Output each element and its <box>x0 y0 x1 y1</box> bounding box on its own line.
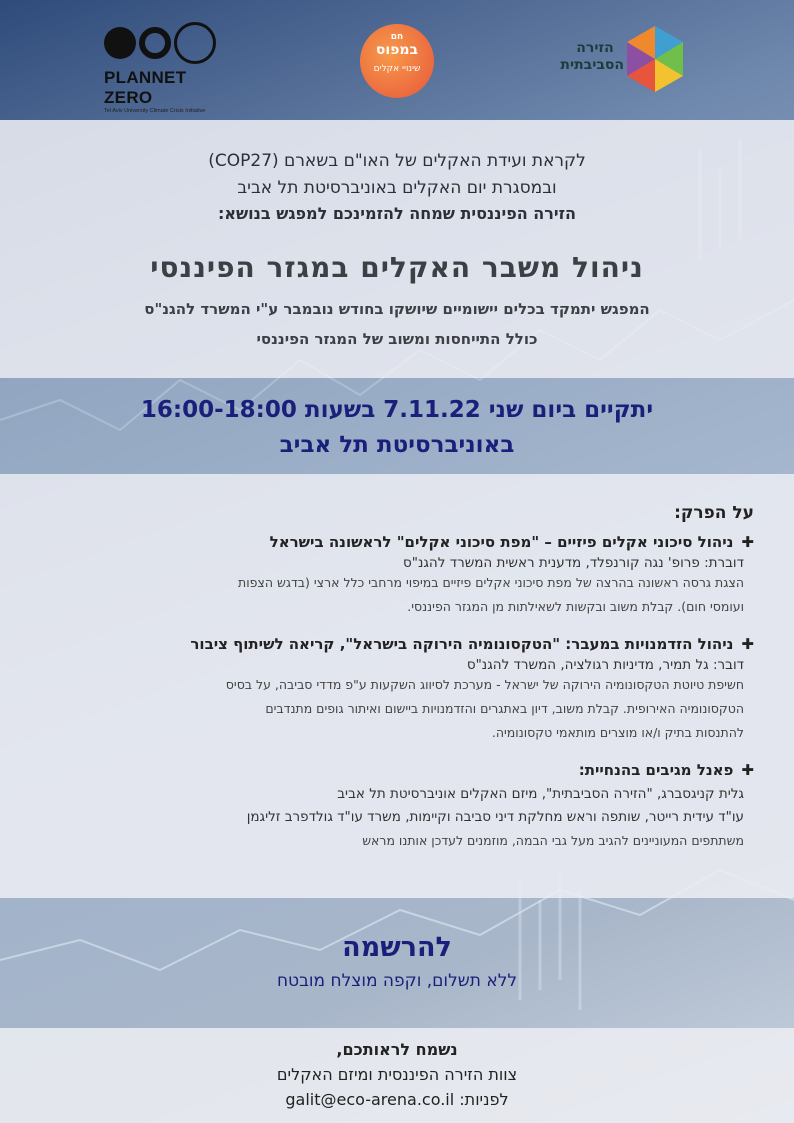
concentric-rings-icon <box>174 22 216 64</box>
subtitle-line1: המפגש יתמקד בכלים יישומיים שיושקו בחודש נובמבר ע"י המשרד להגנ"ס <box>144 300 650 318</box>
plus-icon: ✚ <box>741 761 754 779</box>
agenda-title: על הפרק: <box>674 503 754 523</box>
intro-line1: לקראת ועידת האקלים של האו"ם בשארם (COP27) <box>208 151 586 171</box>
footer-contact <box>0 1090 794 1109</box>
hexagon-logo-icon <box>622 24 688 94</box>
agenda-item-heading: פאנל מגיבים בהנחיית: <box>578 761 734 779</box>
agenda-item-desc: להתנסות בתיק ו/או מוצרים מותאמי טקסונומיה. <box>491 725 744 740</box>
plus-icon: ✚ <box>741 533 754 551</box>
agenda-item-speaker: דובר: גל תמיר, מדיניות רגולציה, המשרד להגנ"ס <box>466 657 744 673</box>
intro-line3: הזירה הפיננסית שמחה להזמינכם למפגש בנושא: <box>217 204 577 223</box>
footer-greeting: נשמח לראותכם, <box>336 1040 458 1059</box>
planet-zero-title: PLANNET ZERO <box>104 68 187 107</box>
agenda-item <box>44 533 754 619</box>
badge-line1: חם <box>390 32 404 42</box>
badge-line3: שינויי אקלים <box>373 64 421 74</box>
agenda-item-speaker: עו"ד עידית רייטר, שותפה וראש מחלקת דיני סביבה וקיימות, משרד עו"ד גולדפרב זליגמן <box>246 809 744 825</box>
page-title: ניהול משבר האקלים במגזר הפיננסי <box>150 251 644 284</box>
footer-team: צוות הזירה הפיננסית ומיזם האקלים <box>276 1065 518 1084</box>
agenda-item-desc: חשיפת טיוטת הטקסונומיה הירוקה של ישראל - מערכת לסיווג השקעות ע"פ מדדי סביבה, על בסיס <box>225 677 744 692</box>
agenda-item-desc: משתתפים המעוניינים להגיב מעל גבי הבמה, מוזמנים לעדכן אותנו מראש <box>362 833 744 848</box>
event-time: יתקיים ביום שני 7.11.22 בשעות 16:00-18:00 <box>140 397 654 423</box>
agenda-item <box>44 635 754 745</box>
agenda-item-heading: ניהול סיכוני אקלים פיזיים – "מפת סיכוני אקלים" לראשונה בישראל <box>269 533 734 551</box>
agenda-item <box>44 761 754 853</box>
agenda-item-desc: הטקסונומיה האירופית. קבלת משוב, דיון באתגרים והזדמנויות ביישום ואיתור גופים מתנדבים <box>265 701 744 716</box>
agenda-item-heading: ניהול הזדמנויות במעבר: "הטקסונומיה הירוקה בישראל", קריאה לשיתוף ציבור <box>190 635 734 653</box>
badge-line2: במפוס <box>375 42 419 58</box>
ring-icon <box>139 27 171 59</box>
intro-line2: ובמסגרת יום האקלים באוניברסיטת תל אביב <box>237 178 557 198</box>
register-note: ללא תשלום, וקפה מוצלח מובטח <box>276 971 518 991</box>
agenda-item-speaker: גלית קניגסברג, "הזירה הסביבתית", מיזם האקלים אוניברסיטת תל אביב <box>337 786 744 802</box>
agenda-item-desc: ועומסי חום). קבלת משוב ובקשות לשאילתות מן המגזר הפיננסי. <box>407 599 744 614</box>
contact-email-link[interactable]: galit@eco-arena.co.il <box>285 1090 455 1109</box>
tau-emblem-icon <box>104 27 136 59</box>
logo-bar <box>0 0 794 120</box>
when-panel <box>0 378 794 474</box>
agenda-section <box>44 503 754 853</box>
agenda-item-speaker: דוברת: פרופ' נגה קורנפלד, מדענית ראשית המשרד להגנ"ס <box>402 555 744 571</box>
contact-label: לפניות: <box>459 1090 509 1109</box>
climate-badge-logo <box>360 24 434 98</box>
event-location: באוניברסיטת תל אביב <box>279 432 515 458</box>
planet-zero-logo <box>104 22 236 114</box>
planet-zero-subtitle: Tel Aviv University Climate Crisis Initiative <box>104 108 206 114</box>
plus-icon: ✚ <box>741 635 754 653</box>
subtitle-line2: כולל התייחסות ומשוב של המגזר הפיננסי <box>256 330 538 348</box>
eco-arena-logo-text: הזירה הסביבתית <box>560 40 624 73</box>
register-link[interactable]: להרשמה <box>342 932 452 963</box>
agenda-item-desc: הצגת גרסה ראשונה בהרצה של מפת סיכוני אקלים פיזיים במיפוי מרחבי כלל ארצי (בדגש הצפות <box>237 575 744 590</box>
